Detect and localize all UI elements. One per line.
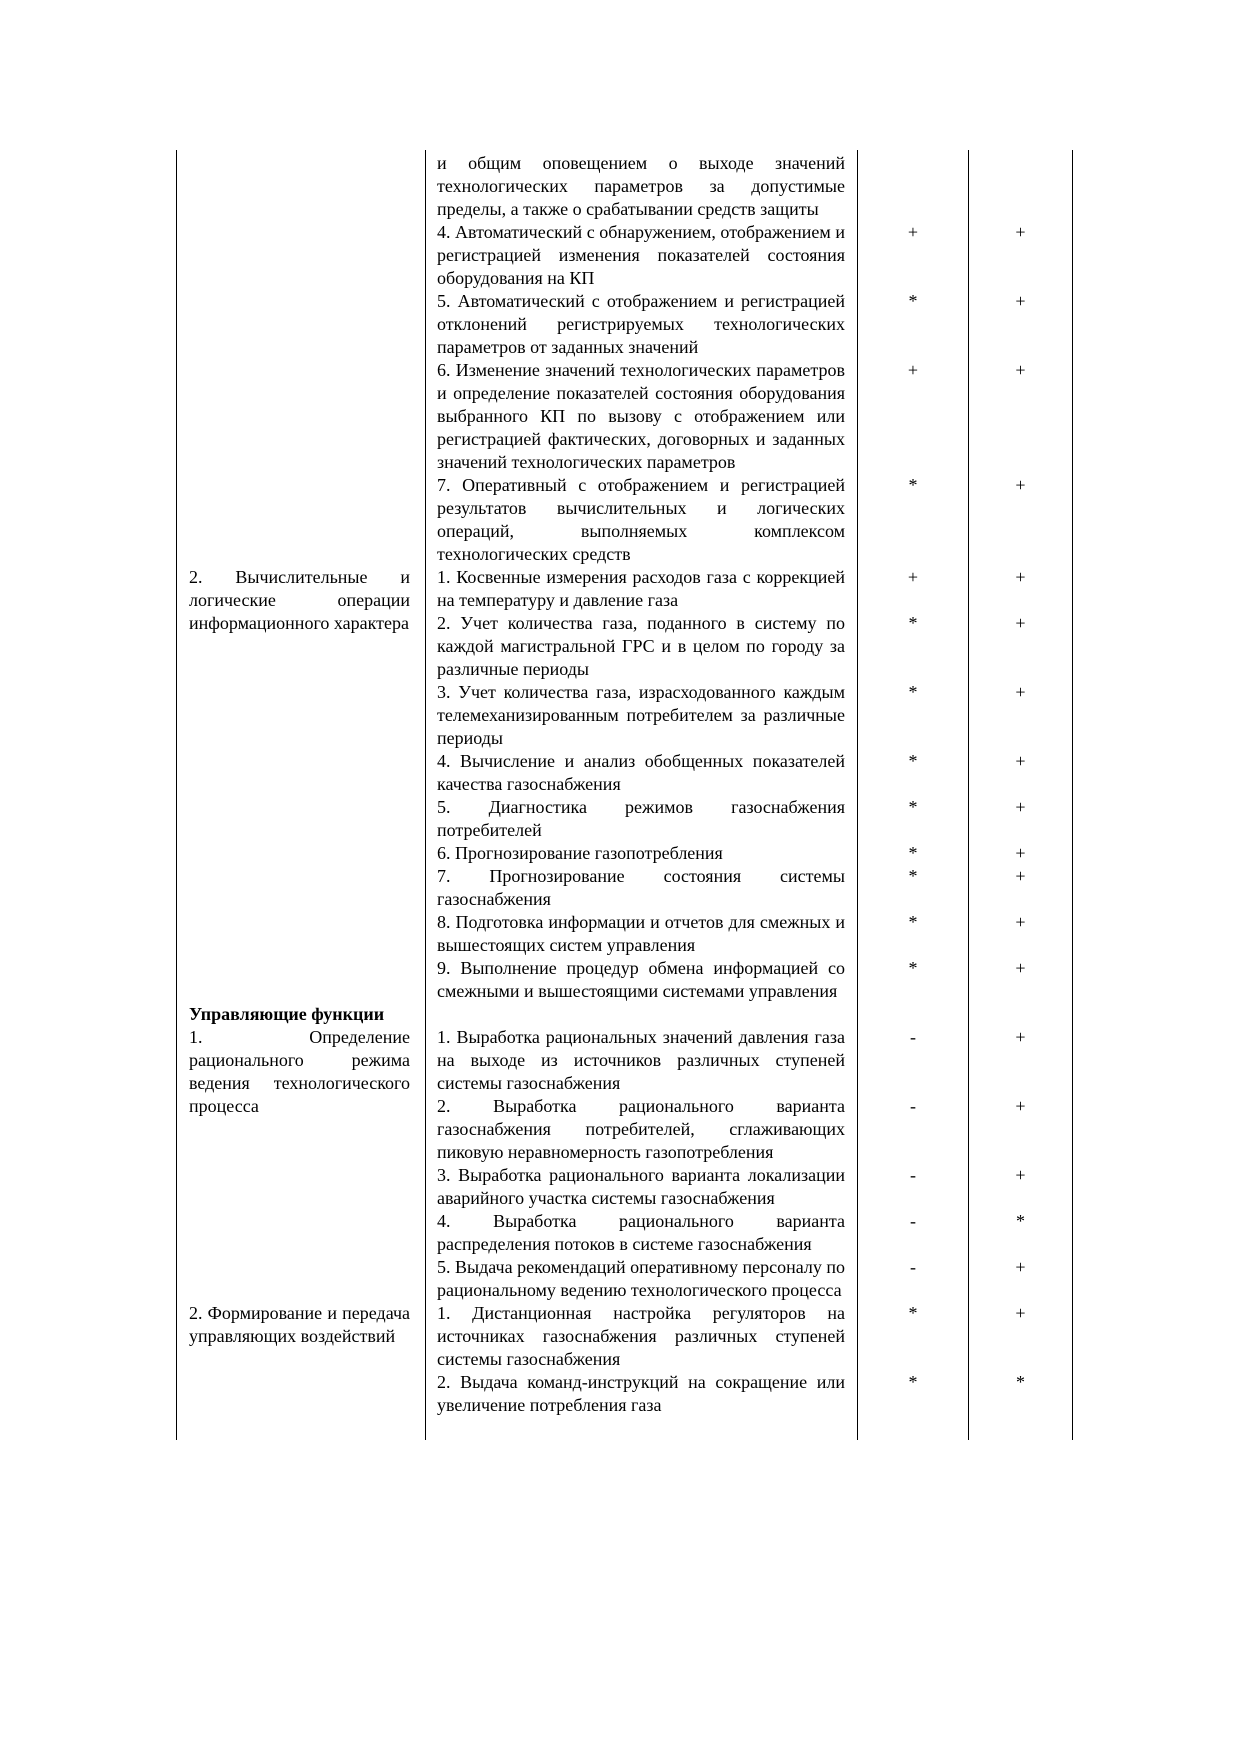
- mark-column-3: [858, 150, 969, 221]
- function-group-cell: 1. Определение рационального режима ведения технологического процесса: [177, 1026, 426, 1302]
- mark-column-3: [858, 1003, 969, 1026]
- function-description-cell: 4. Автоматический с обнаружением, отображением и регистрацией изменения показателей состояния оборудования на КП: [426, 221, 858, 290]
- function-description-cell: 7. Прогнозирование состояния системы газоснабжения: [426, 865, 858, 911]
- mark-column-4: +: [969, 681, 1073, 750]
- function-description-cell: 5. Автоматический с отображением и регистрацией отклонений регистрируемых технологических параметров от заданных значений: [426, 290, 858, 359]
- mark-column-3: +: [858, 359, 969, 474]
- mark-column-3: +: [858, 566, 969, 612]
- table-row: [177, 290, 1073, 359]
- mark-column-3: *: [858, 865, 969, 911]
- function-description-cell: 2. Выдача команд-инструкций на сокращение или увеличение потребления газа: [426, 1371, 858, 1440]
- mark-column-4: +: [969, 957, 1073, 1003]
- mark-column-4: *: [969, 1371, 1073, 1440]
- mark-column-3: *: [858, 290, 969, 359]
- mark-column-4: *: [969, 1210, 1073, 1256]
- section-heading: Управляющие функции: [177, 1003, 426, 1026]
- function-description-cell: 1. Дистанционная настройка регуляторов на источниках газоснабжения различных ступеней системы газоснабжения: [426, 1302, 858, 1371]
- table-row: [177, 1026, 1073, 1095]
- function-group-cell: [177, 359, 426, 474]
- function-description-cell: и общим оповещением о выходе значений технологических параметров за допустимые пределы, а также о срабатывании средств защиты: [426, 150, 858, 221]
- mark-column-4: +: [969, 474, 1073, 566]
- function-description-cell: 9. Выполнение процедур обмена информацией со смежными и вышестоящими системами управления: [426, 957, 858, 1003]
- mark-column-3: +: [858, 221, 969, 290]
- mark-column-3: -: [858, 1256, 969, 1302]
- mark-column-3: *: [858, 612, 969, 681]
- mark-column-4: +: [969, 221, 1073, 290]
- function-description-cell: 3. Выработка рационального варианта локализации аварийного участка системы газоснабжения: [426, 1164, 858, 1210]
- mark-column-4: +: [969, 796, 1073, 842]
- mark-column-4: +: [969, 290, 1073, 359]
- mark-column-4: +: [969, 612, 1073, 681]
- function-description-cell: 7. Оперативный с отображением и регистрацией результатов вычислительных и логических операций, выполняемых комплексом технологических средств: [426, 474, 858, 566]
- mark-column-3: *: [858, 957, 969, 1003]
- mark-column-4: +: [969, 566, 1073, 612]
- mark-column-3: *: [858, 911, 969, 957]
- mark-column-3: *: [858, 796, 969, 842]
- mark-column-3: *: [858, 750, 969, 796]
- table-row: [177, 566, 1073, 612]
- mark-column-3: *: [858, 681, 969, 750]
- mark-column-4: [969, 1003, 1073, 1026]
- function-group-cell: 2. Формирование и передача управляющих воздействий: [177, 1302, 426, 1440]
- mark-column-3: *: [858, 1371, 969, 1440]
- function-description-cell: 1. Косвенные измерения расходов газа с коррекцией на температуру и давление газа: [426, 566, 858, 612]
- function-description-cell: 4. Вычисление и анализ обобщенных показателей качества газоснабжения: [426, 750, 858, 796]
- mark-column-4: +: [969, 1256, 1073, 1302]
- mark-column-4: +: [969, 911, 1073, 957]
- mark-column-4: +: [969, 1095, 1073, 1164]
- mark-column-3: -: [858, 1026, 969, 1095]
- table-row: [177, 474, 1073, 566]
- functions-table: [176, 150, 1073, 1440]
- function-description-cell: 6. Прогнозирование газопотребления: [426, 842, 858, 865]
- function-description-cell: 5. Диагностика режимов газоснабжения потребителей: [426, 796, 858, 842]
- table-row: [177, 1302, 1073, 1371]
- mark-column-3: *: [858, 474, 969, 566]
- function-description-cell: 5. Выдача рекомендаций оперативному персоналу по рациональному ведению технологического процесса: [426, 1256, 858, 1302]
- function-description-cell: 3. Учет количества газа, израсходованного каждым телемеханизированным потребителем за различные периоды: [426, 681, 858, 750]
- mark-column-4: +: [969, 1302, 1073, 1371]
- function-description-cell: [426, 1003, 858, 1026]
- mark-column-3: -: [858, 1095, 969, 1164]
- mark-column-3: -: [858, 1210, 969, 1256]
- mark-column-4: +: [969, 865, 1073, 911]
- mark-column-4: +: [969, 1026, 1073, 1095]
- mark-column-4: +: [969, 1164, 1073, 1210]
- mark-column-3: *: [858, 1302, 969, 1371]
- table-row: [177, 221, 1073, 290]
- mark-column-4: +: [969, 842, 1073, 865]
- table-body: [177, 150, 1073, 1440]
- function-group-cell: [177, 474, 426, 566]
- function-description-cell: 2. Выработка рационального варианта газоснабжения потребителей, сглаживающих пиковую неравномерность газопотребления: [426, 1095, 858, 1164]
- table-row: [177, 150, 1073, 221]
- function-group-cell: [177, 290, 426, 359]
- function-group-cell: 2. Вычислительные и логические операции информационного характера: [177, 566, 426, 1003]
- function-description-cell: 8. Подготовка информации и отчетов для смежных и вышестоящих систем управления: [426, 911, 858, 957]
- function-group-cell: [177, 221, 426, 290]
- mark-column-3: *: [858, 842, 969, 865]
- function-description-cell: 4. Выработка рационального варианта распределения потоков в системе газоснабжения: [426, 1210, 858, 1256]
- function-group-cell: [177, 150, 426, 221]
- mark-column-4: [969, 150, 1073, 221]
- mark-column-4: +: [969, 750, 1073, 796]
- function-description-cell: 1. Выработка рациональных значений давления газа на выходе из источников различных ступеней системы газоснабжения: [426, 1026, 858, 1095]
- mark-column-3: -: [858, 1164, 969, 1210]
- table-row: [177, 1003, 1073, 1026]
- table-row: [177, 359, 1073, 474]
- function-description-cell: 6. Изменение значений технологических параметров и определение показателей состояния оборудования выбранного КП по вызову с отображением или регистрацией фактических, договорных и заданных значений технологических параметров: [426, 359, 858, 474]
- mark-column-4: +: [969, 359, 1073, 474]
- function-description-cell: 2. Учет количества газа, поданного в систему по каждой магистральной ГРС и в целом по городу за различные периоды: [426, 612, 858, 681]
